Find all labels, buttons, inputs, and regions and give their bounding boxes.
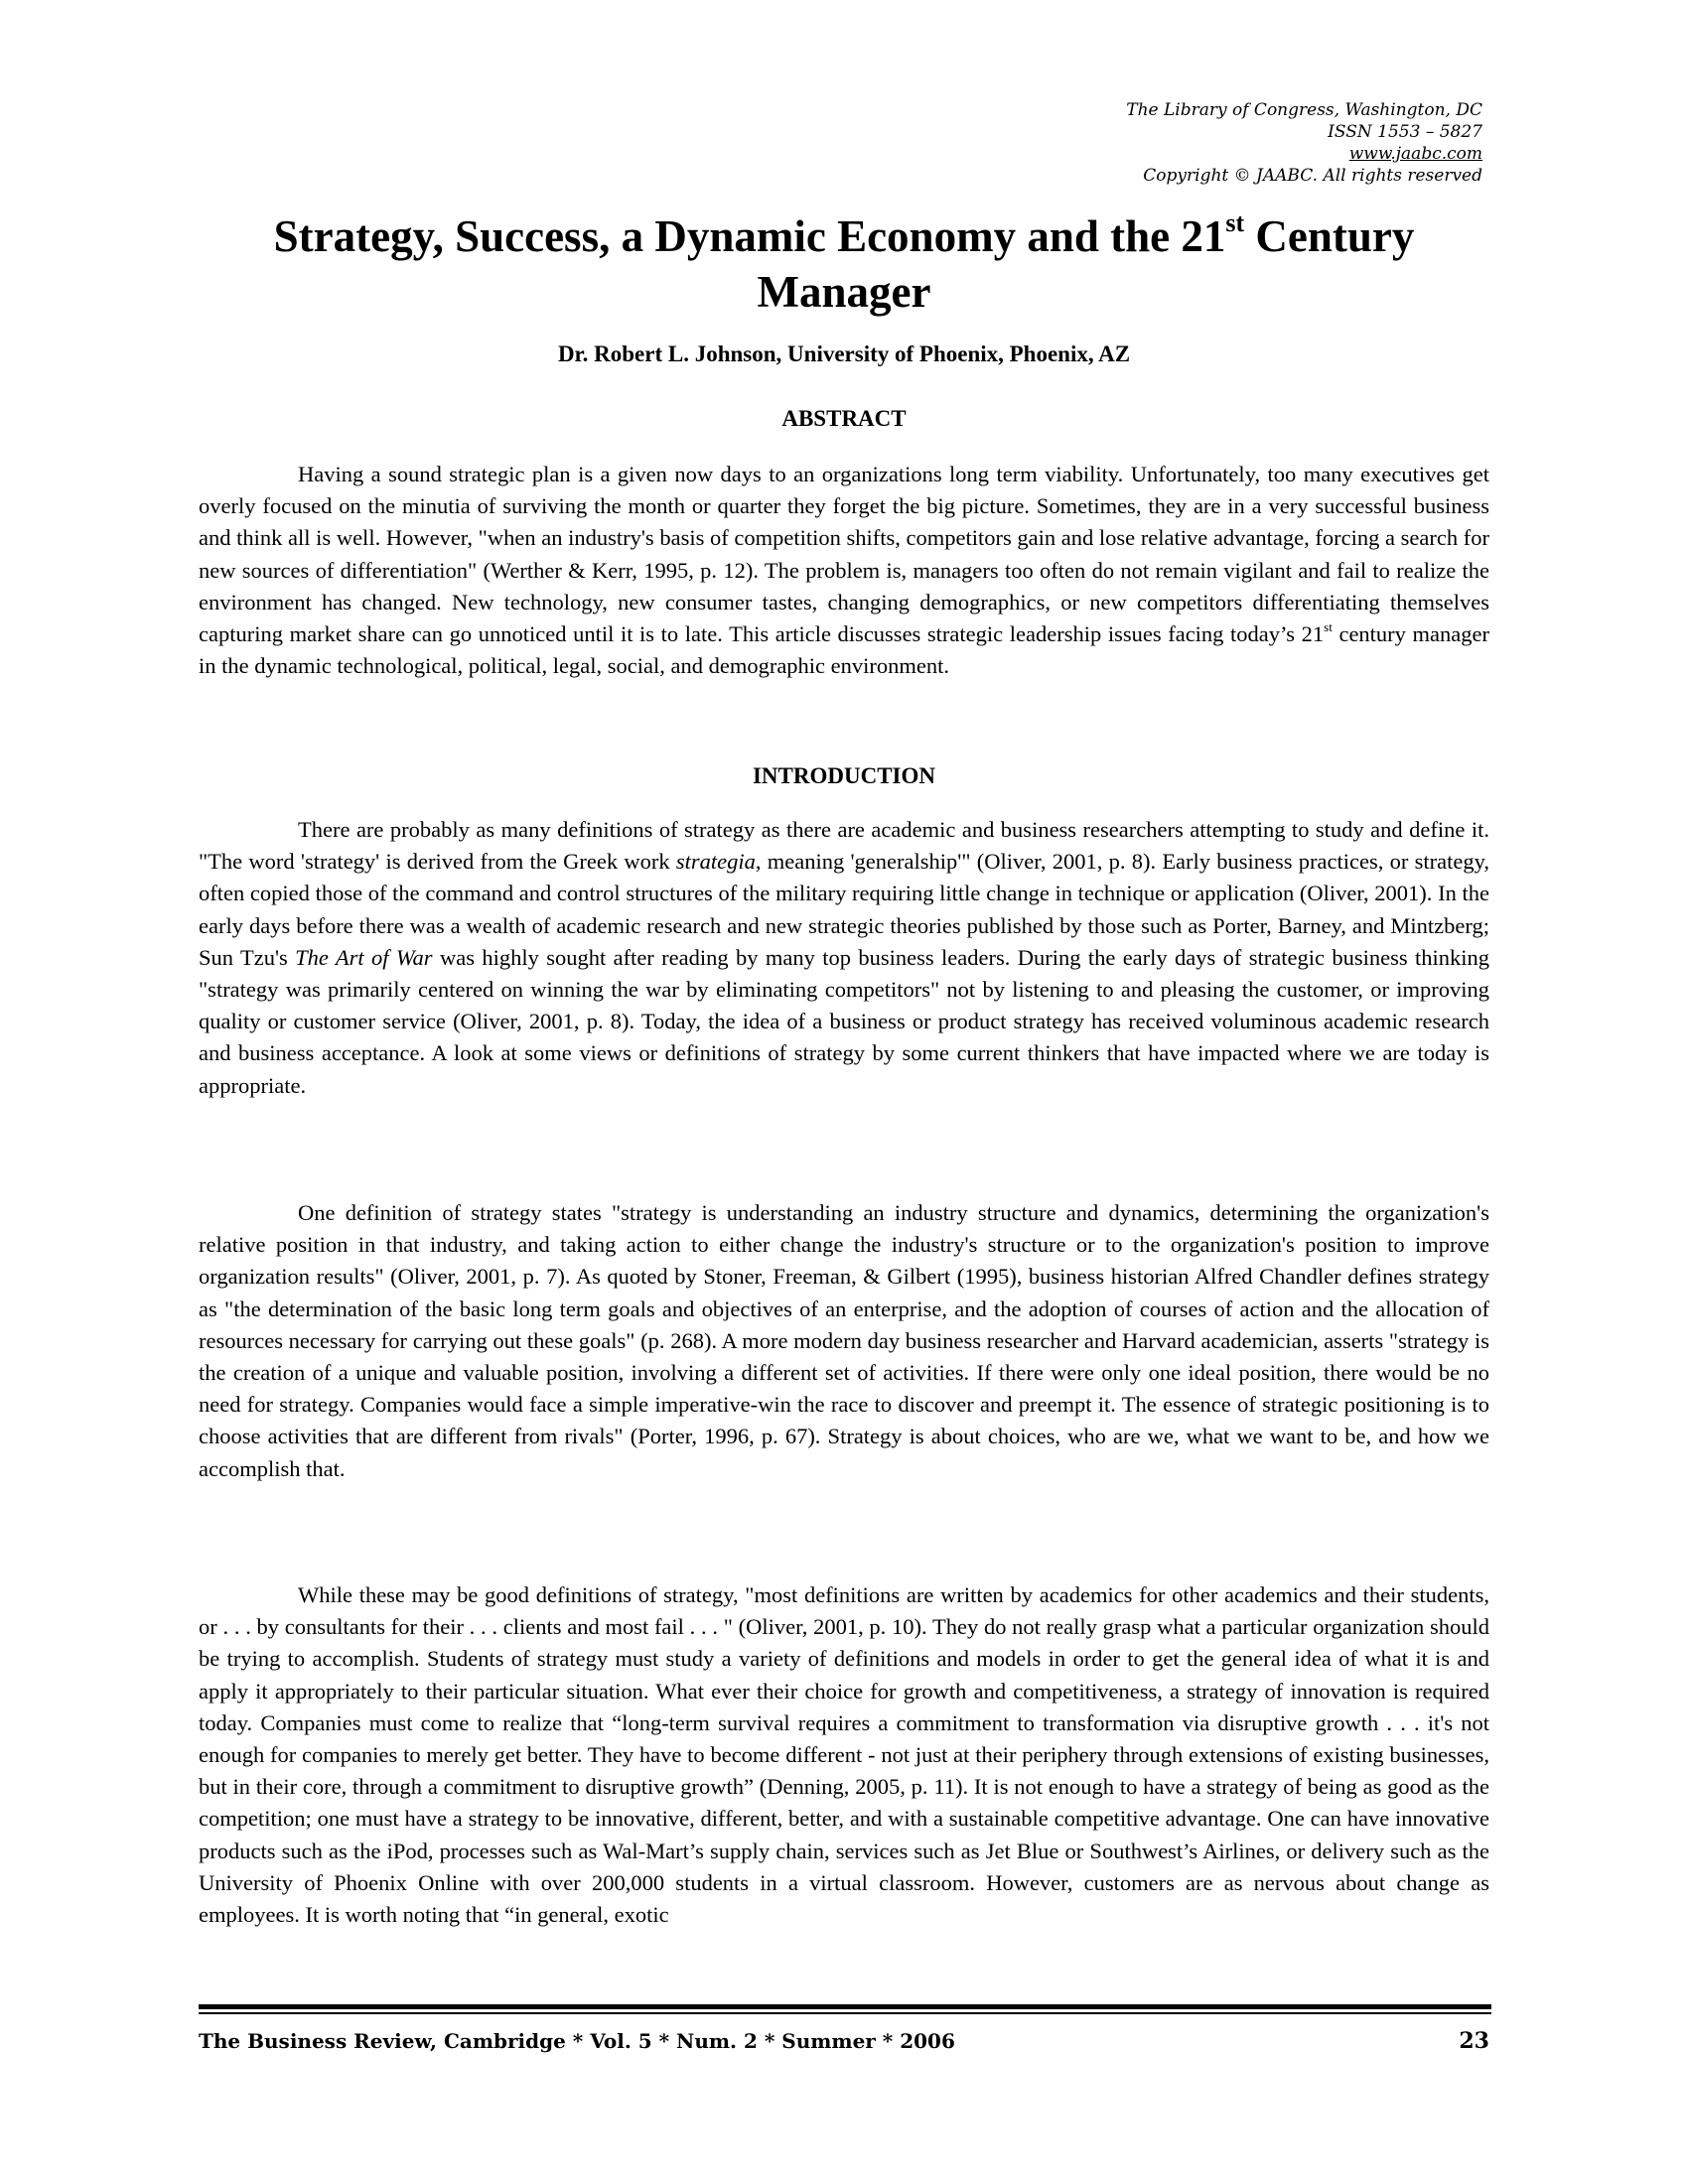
footer-rule-thin — [199, 2012, 1491, 2014]
abstract-paragraph — [199, 459, 1489, 682]
abstract-heading: ABSTRACT — [781, 406, 907, 431]
title-part-2: Century Manager — [757, 211, 1415, 317]
title-part-1: Strategy, Success, a Dynamic Economy and the 21 — [273, 211, 1226, 261]
intro-p1-text-c: was highly sought after reading by many top business leaders. During the early days of strategic business thinking "strategy was primarily centered on winning the war by eliminating competitors" not by listening to and pleasing the customer, or improving quality or customer service (Oliver, 2001, p. 8). Today, the idea of a business or product strategy has received voluminous academic research and business acceptance. A look at some views or definitions of strategy by some current thinkers that have impacted where we are today is appropriate. — [199, 944, 1490, 1098]
title-superscript: st — [1225, 208, 1245, 237]
abstract-text-a: Having a sound strategic plan is a given now days to an organizations long term viability. Unfortunately, too many executives get overly focused on the minutia of surviving the month or quarter they forget the big picture. Sometimes, they are in a very successful business and think all is well. However, "when an industry's basis of competition shifts, competitors gain and lose relative advantage, forcing a search for new sources of differentiation" (Werther & Kerr, 1995, p. 12). The problem is, managers too often do not remain vigilant and fail to realize the environment has changed. New technology, new consumer tastes, changing demographics, or new competitors differentiating themselves capturing market share can go unnoticed until it is to late. This article discusses strategic leadership issues facing today’s 21 — [199, 462, 1489, 647]
library-line: The Library of Congress, Washington, DC — [1126, 100, 1482, 120]
intro-paragraph-1 — [199, 814, 1489, 1102]
intro-p1-text-b: , meaning 'generalship'" (Oliver, 2001, p. 8). Early business practices, or strategy, often copied those of the command and control structures of the military requiring little change in technique or application (Oliver, 2001). In the early days before there was a wealth of academic research and new strategic theories published by those such as Porter, Barney, and Mintzberg; Sun Tzu's — [199, 849, 1489, 970]
footer-rule-thick — [199, 2004, 1491, 2009]
issn-line: ISSN 1553 – 5827 — [1328, 122, 1482, 142]
abstract-text-b: century manager in the dynamic technological, political, legal, social, and demographic environment. — [199, 621, 1490, 679]
journal-citation-footer: The Business Review, Cambridge * Vol. 5 * Num. 2 * Summer * 2006 — [199, 2029, 955, 2053]
intro-p1-italic-2: The Art of War — [295, 944, 433, 970]
page-number: 23 — [1459, 2028, 1489, 2054]
intro-p1-text-a: There are probably as many definitions of strategy as there are academic and business researchers attempting to study and define it. "The word 'strategy' is derived from the Greek work — [199, 817, 1489, 875]
intro-p1-italic-1: strategia — [675, 849, 756, 875]
copyright-line: Copyright © JAABC. All rights reserved — [1143, 166, 1482, 186]
introduction-heading: INTRODUCTION — [752, 763, 936, 788]
author-line: Dr. Robert L. Johnson, University of Phoenix, Phoenix, AZ — [557, 341, 1131, 366]
intro-paragraph-3: While these may be good definitions of strategy, "most definitions are written by academics for other academics and their students, or . . . by consultants for their . . . clients and most fail . . . " (Oliver, 2001, p. 10). They do not really grasp what a particular organization should be trying to accomplish. Students of strategy must study a variety of definitions and models in order to get the general idea of what it is and apply it appropriately to their particular situation. What ever their choice for growth and competitiveness, a strategy of innovation is required today. Companies must come to realize that “long-term survival requires a commitment to transformation via disruptive growth . . . it's not enough for companies to merely get better. They have to become different - not just at their periphery through extensions of existing businesses, but in their core, through a commitment to disruptive growth” (Denning, 2005, p. 11). It is not enough to have a strategy of being as good as the competition; one must have a strategy to be innovative, different, better, and with a sustainable competitive advantage. One can have innovative products such as the iPod, processes such as Wal-Mart’s supply chain, services such as Jet Blue or Southwest’s Airlines, or delivery such as the University of Phoenix Online with over 200,000 students in a virtual classroom. However, customers are as nervous about change as employees. It is worth noting that “in general, exotic — [199, 1582, 1489, 1928]
article-title — [199, 208, 1489, 320]
abstract-superscript: st — [1324, 618, 1333, 634]
intro-paragraph-2: One definition of strategy states "strategy is understanding an industry structure and dynamics, determining the organization's relative position in that industry, and taking action to either change the industry's structure or to the organization's position to improve organization results" (Oliver, 2001, p. 7). As quoted by Stoner, Freeman, & Gilbert (1995), business historian Alfred Chandler defines strategy as "the determination of the basic long term goals and objectives of an enterprise, and the adoption of courses of action and the allocation of resources necessary for carrying out these goals" (p. 268). A more modern day business researcher and Harvard academician, asserts "strategy is the creation of a unique and valuable position, involving a different set of activities. If there were only one ideal position, there would be no need for strategy. Companies would face a simple imperative-win the race to discover and preempt it. The essence of strategic positioning is to choose activities that are different from rivals" (Porter, 1996, p. 67). Strategy is about choices, who are we, what we want to be, and how we accomplish that. — [199, 1200, 1489, 1481]
publication-header — [1126, 99, 1482, 187]
journal-url-link[interactable]: www.jaabc.com — [1348, 144, 1482, 164]
